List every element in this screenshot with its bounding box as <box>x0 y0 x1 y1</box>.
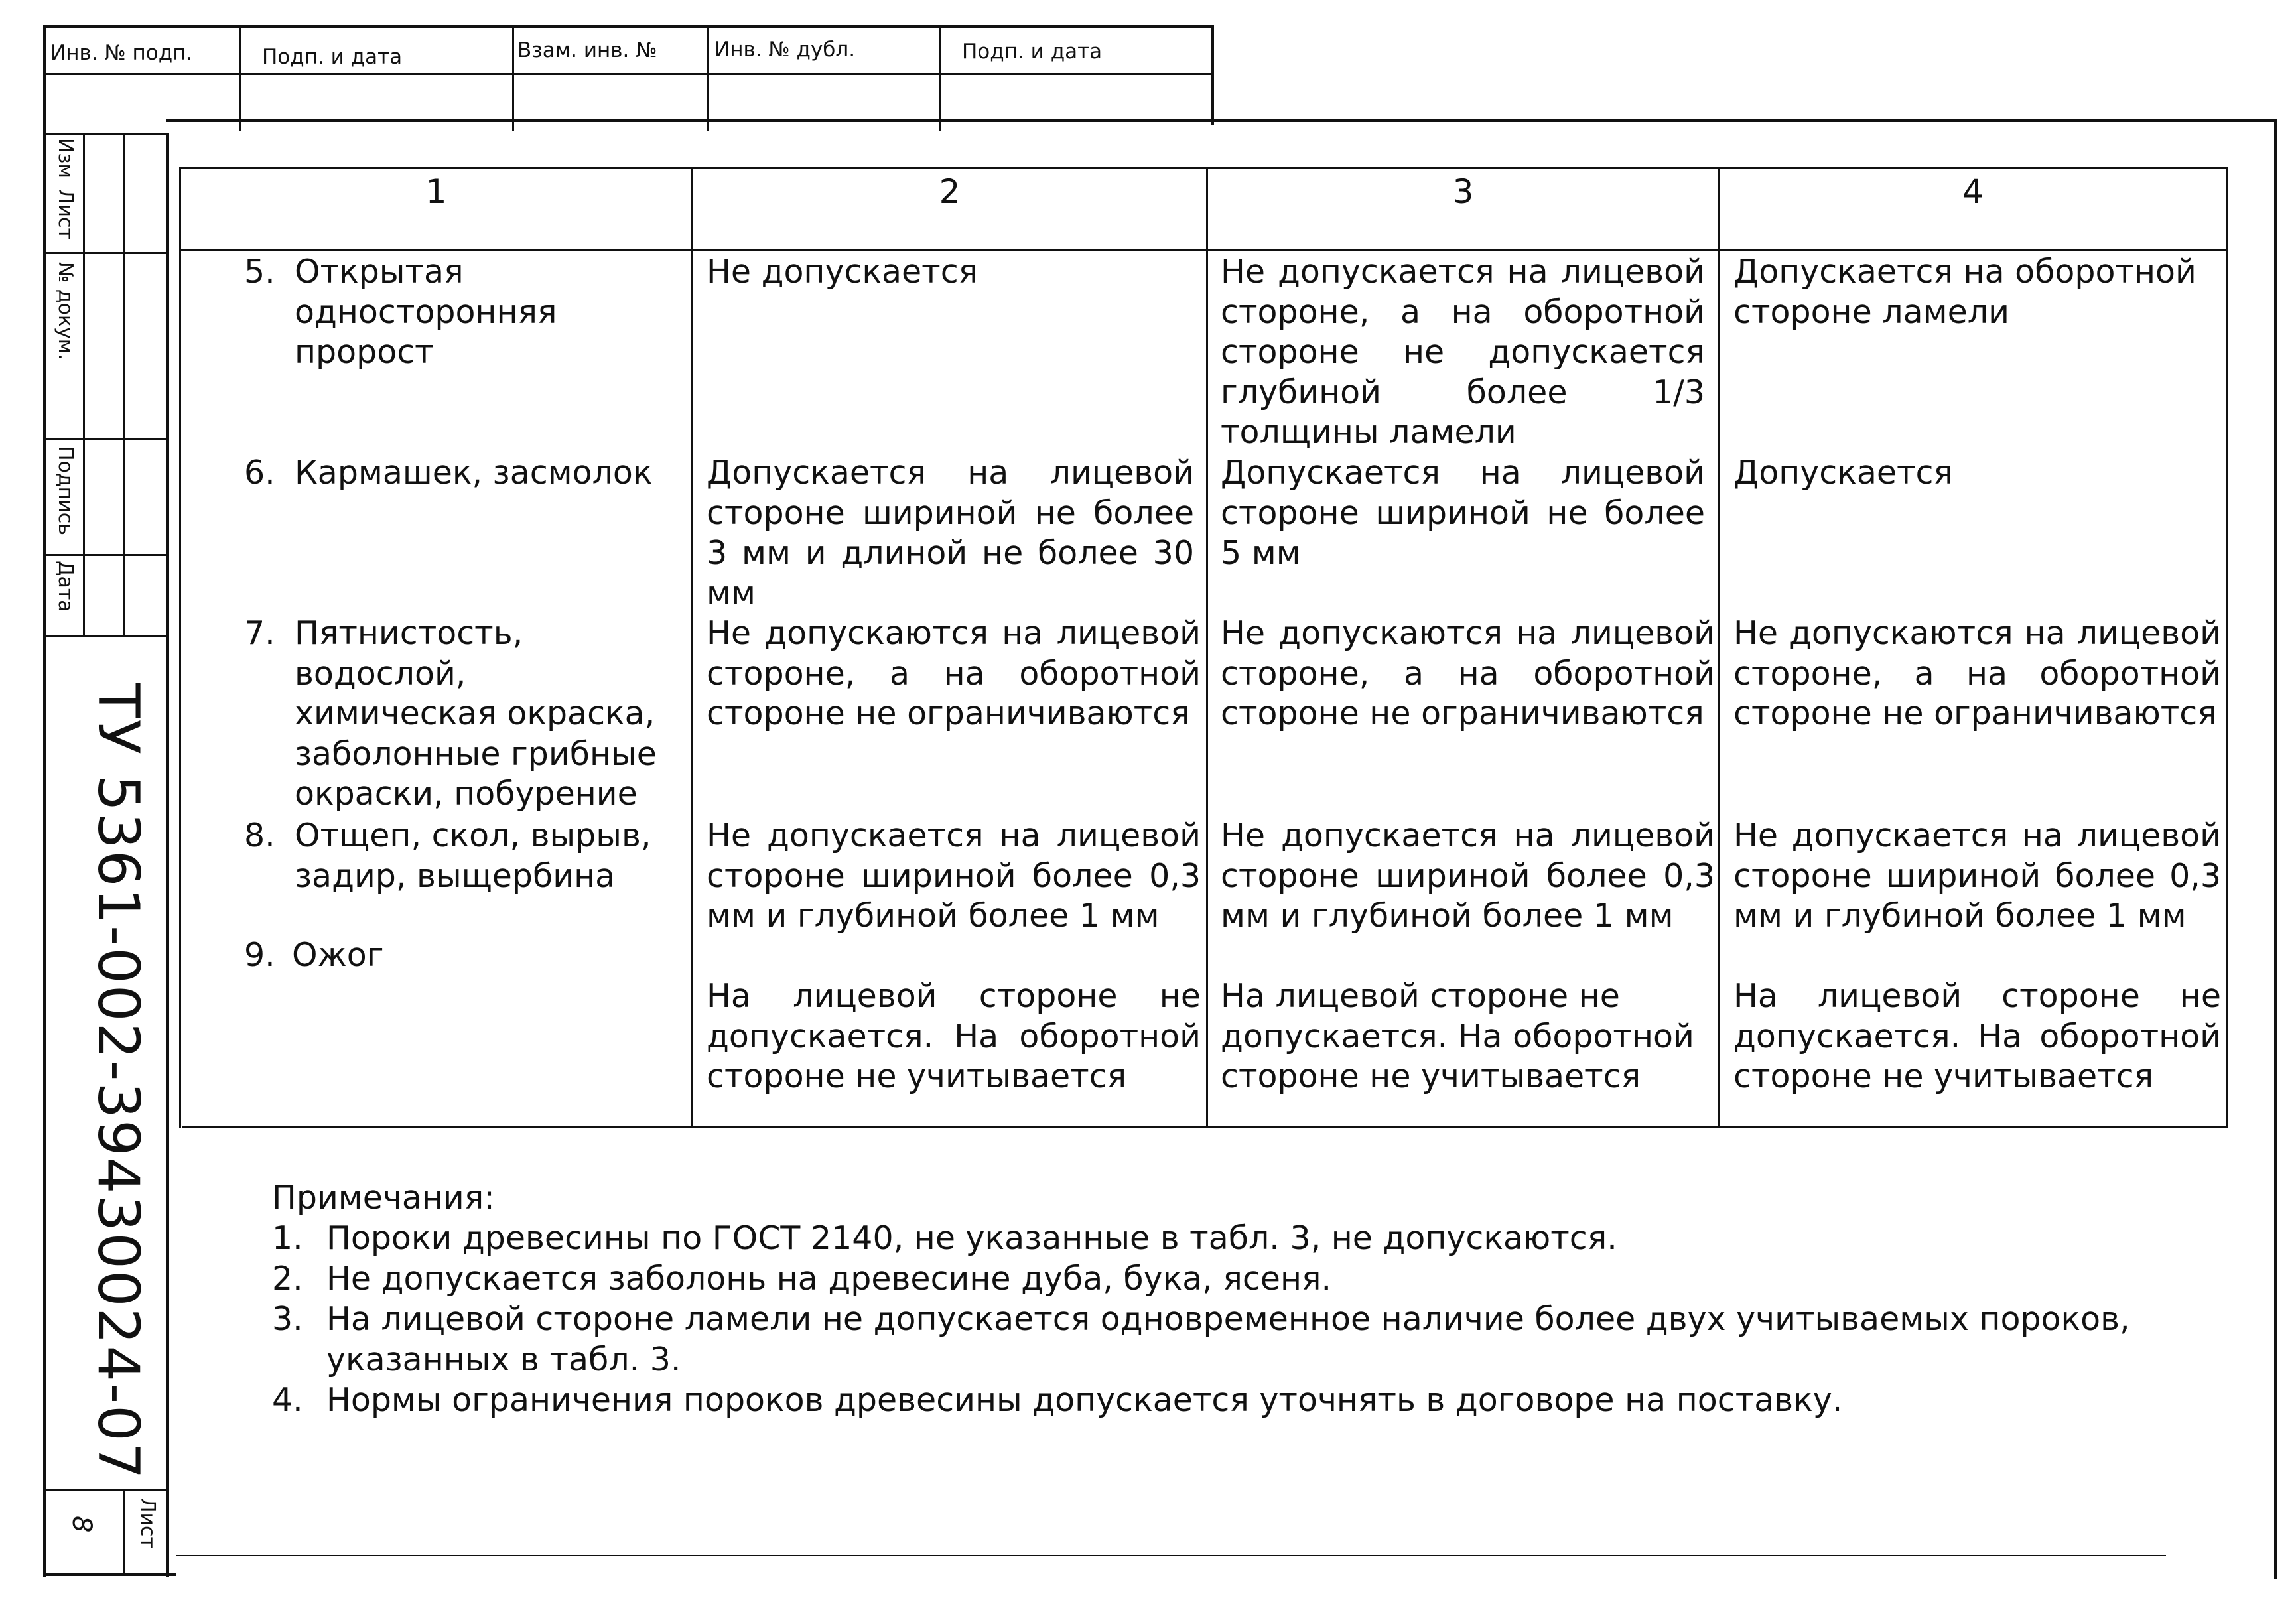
note-number: 4. <box>272 1381 303 1419</box>
table-header-col-4: 4 <box>1962 172 1984 211</box>
note-item <box>272 1299 2229 1380</box>
row9-col3-line: допускается. На оборотной <box>1221 1017 1694 1055</box>
row-number: 5. <box>244 253 275 291</box>
row8-col3 <box>1221 816 1715 937</box>
sheet-label: Лист <box>136 1498 159 1549</box>
defect-name: Ожог <box>292 936 384 974</box>
row7-col3 <box>1221 614 1715 734</box>
row8-col4-text: Не допускается на лицевой стороне шириной более 0,3 мм и глубиной более 1 мм <box>1733 817 2221 935</box>
document-code: ТУ 5361-002-39430024-07 <box>85 683 151 1481</box>
row9-col3 <box>1221 976 1715 1097</box>
row6-col4: Допускается <box>1733 454 1953 492</box>
note-text: На лицевой стороне ламели не допускается одновременное наличие более двух учитываемых пороков, указанных в табл. 3. <box>326 1300 2130 1378</box>
note-number: 2. <box>272 1260 303 1298</box>
row7-col3-text: Не допускаются на лицевой стороне, а на оборотной стороне не ограничиваются <box>1221 614 1715 732</box>
stamp-inv-dubl: Инв. № дубл. <box>714 38 856 62</box>
row9-col3-line: На лицевой стороне не <box>1221 977 1620 1015</box>
row6-col3 <box>1221 453 1705 574</box>
note-number: 3. <box>272 1300 303 1338</box>
row6-col3-text: Допускается на лицевой стороне шириной не более 5 мм <box>1221 454 1705 572</box>
stamp-vzam-inv: Взам. инв. № <box>517 38 657 62</box>
note-item <box>272 1380 2229 1420</box>
defect-name-line: заболонные грибные <box>295 734 657 773</box>
row8-col2 <box>707 816 1201 937</box>
note-text: Не допускается заболонь на древесине дуба, бука, ясеня. <box>326 1260 1332 1298</box>
row7-col4-text: Не допускаются на лицевой стороне, а на оборотной стороне не ограничиваются <box>1733 614 2221 732</box>
note-text: Пороки древесины по ГОСТ 2140, не указанные в табл. 3, не допускаются. <box>326 1219 1617 1257</box>
stamp-inv-podl: Инв. № подп. <box>50 41 193 65</box>
row9-col4 <box>1733 976 2221 1097</box>
defect-name-line: водослой, <box>295 654 466 693</box>
defect-name-line: пророст <box>295 333 434 371</box>
row9-col3-line: стороне не учитывается <box>1221 1057 1641 1095</box>
side-list: Лист <box>54 189 77 240</box>
defect-name-line: задир, выщербина <box>295 856 616 895</box>
row5-col3-text: Не допускается на лицевой стороне, а на оборотной стороне не допускается глубиной более 1/3 толщины ламели <box>1221 253 1705 451</box>
note-item <box>272 1218 2229 1258</box>
row5-col2: Не допускается <box>707 253 979 291</box>
row5-col4: Допускается на оборотной стороне ламели <box>1733 253 2196 331</box>
table-header-col-2: 2 <box>939 172 961 211</box>
defect-name: Кармашек, засмолок <box>295 454 653 492</box>
defect-name-line: Отщеп, скол, вырыв, <box>295 817 651 854</box>
side-izm: Изм <box>54 138 77 179</box>
row9-col4-text: На лицевой стороне не допускается. На оборотной стороне не учитывается <box>1733 977 2221 1095</box>
notes-section <box>272 1177 2229 1420</box>
row5-col3 <box>1221 252 1705 453</box>
row-number: 8. <box>244 817 275 854</box>
defect-name-line: односторонняя <box>295 293 557 331</box>
row8-col3-text: Не допускается на лицевой стороне шириной более 0,3 мм и глубиной более 1 мм <box>1221 817 1715 935</box>
row8-col2-text: Не допускается на лицевой стороне шириной более 0,3 мм и глубиной более 1 мм <box>707 817 1201 935</box>
note-number: 1. <box>272 1219 303 1257</box>
row6-col2 <box>707 453 1194 614</box>
note-item <box>272 1258 2229 1299</box>
stamp-podp-data-1: Подп. и дата <box>262 45 403 69</box>
side-doc-no: № докум. <box>54 262 77 360</box>
side-data: Дата <box>54 561 77 612</box>
row8-col4 <box>1733 816 2221 937</box>
row7-col2-text: Не допускаются на лицевой стороне, а на оборотной стороне не ограничиваются <box>707 614 1201 732</box>
defect-name-line: химическая окраска, <box>295 695 655 732</box>
table-header-col-3: 3 <box>1452 172 1474 211</box>
defect-name-line: Открытая <box>295 253 464 291</box>
defect-name-line: Пятнистость, <box>295 614 523 652</box>
stamp-podp-data-2: Подп. и дата <box>962 40 1103 64</box>
row9-col2-text: На лицевой стороне не допускается. На оборотной стороне не учитывается <box>707 977 1201 1095</box>
note-text: Нормы ограничения пороков древесины допускается уточнять в договоре на поставку. <box>326 1381 1843 1419</box>
sheet-number: 8 <box>66 1516 97 1533</box>
row-number: 7. <box>244 614 275 652</box>
row-number: 9. <box>244 936 275 974</box>
side-podpis: Подпись <box>54 446 77 535</box>
table-header-col-1: 1 <box>425 172 447 211</box>
row9-col2 <box>707 976 1201 1097</box>
row-number: 6. <box>244 454 275 492</box>
row7-col4 <box>1733 614 2221 734</box>
notes-title: Примечания: <box>272 1179 495 1217</box>
row6-col2-text: Допускается на лицевой стороне шириной не более 3 мм и длиной не более 30 мм <box>707 454 1194 612</box>
defect-name-line: окраски, побурение <box>295 775 638 813</box>
row7-col2 <box>707 614 1201 734</box>
